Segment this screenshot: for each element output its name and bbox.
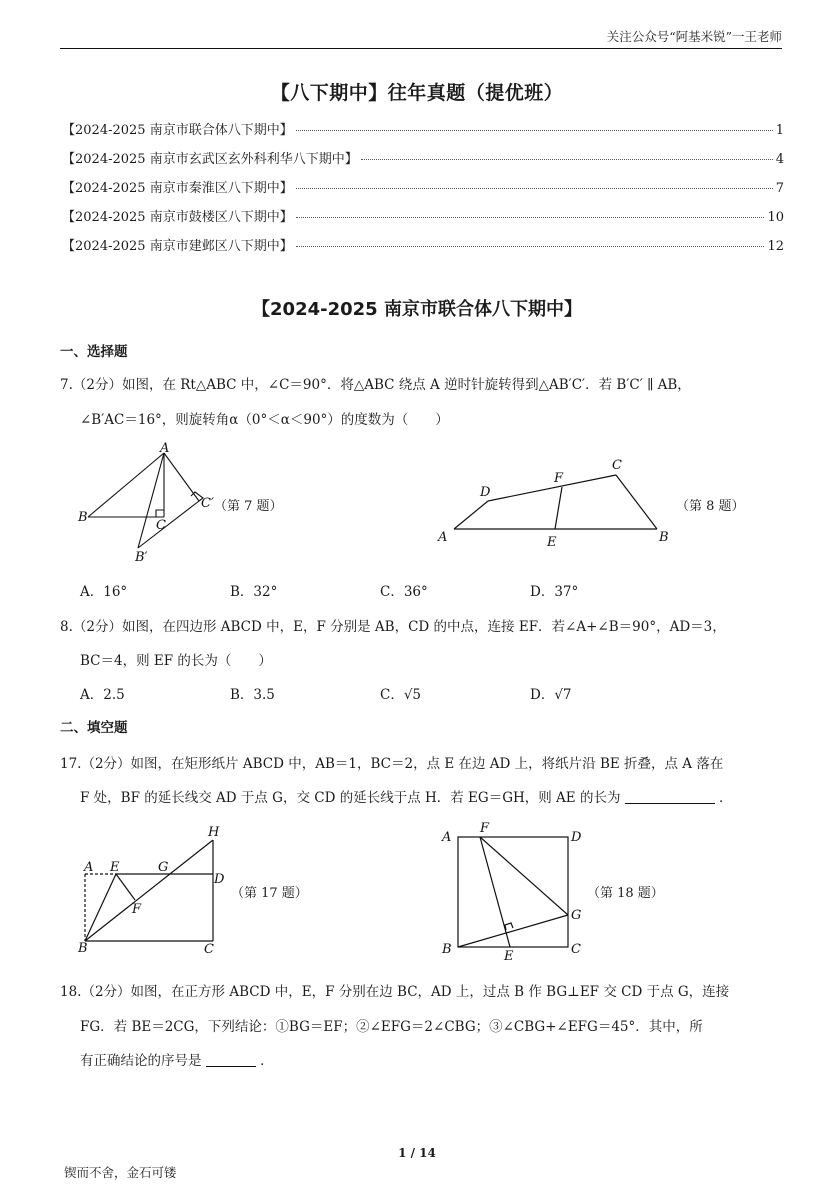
toc-leader-dots xyxy=(361,159,773,160)
q7-options xyxy=(80,580,680,600)
q7-figure xyxy=(76,440,226,565)
q18-label-b: B xyxy=(442,942,452,957)
q18-label-g: G xyxy=(571,908,582,923)
q8-label-e: E xyxy=(547,535,557,550)
q7-label-b-prime: B′ xyxy=(135,550,148,565)
q17-label-a: A xyxy=(84,860,94,875)
q18-text-line1: 18.（2分）如图，在正方形 ABCD 中，E，F 分别在边 BC，AD 上，过点 B 作 BG⊥EF 交 CD 于点 G，连接 xyxy=(60,984,730,1000)
q18-answer-blank[interactable] xyxy=(206,1052,256,1067)
q17-label-e: E xyxy=(110,860,120,875)
q7-option-d[interactable]: D．37° xyxy=(530,584,579,600)
part-heading-multiple-choice: 一、选择题 xyxy=(60,344,128,360)
q18-label-d: D xyxy=(571,830,582,845)
q8-options xyxy=(80,683,680,703)
toc-entry-page: 1 xyxy=(775,123,784,138)
toc-leader-dots xyxy=(296,188,773,189)
footer-motto: 锲而不舍，金石可镂 xyxy=(64,1165,177,1180)
toc-entry[interactable] xyxy=(62,206,784,235)
q17-label-g: G xyxy=(158,860,169,875)
q17-label-b: B xyxy=(78,941,88,956)
q17-figure xyxy=(76,822,226,957)
toc-entry-page: 12 xyxy=(767,239,784,254)
page-indicator: 1 / 14 xyxy=(398,1146,436,1160)
q7-option-a[interactable]: A．16° xyxy=(80,584,128,600)
header-divider xyxy=(60,48,782,49)
q17-text-line2 xyxy=(80,786,733,806)
q17-label-h: H xyxy=(208,825,220,840)
q17-label-d: D xyxy=(214,872,225,887)
q18-label-c: C xyxy=(571,942,581,957)
q7-label-c-prime: C′ xyxy=(201,496,214,511)
q17-figure-caption: （第 17 题） xyxy=(231,886,308,901)
toc-entry-label: 【2024-2025 南京市玄武区玄外科利华八下期中】 xyxy=(62,152,358,167)
q18-text: 有正确结论的序号是 xyxy=(80,1053,202,1069)
q7-label-c: C xyxy=(156,518,166,533)
toc-entry-label: 【2024-2025 南京市秦淮区八下期中】 xyxy=(62,181,293,196)
q7-figure-caption: （第 7 题） xyxy=(214,499,283,514)
q7-text-line1: 7.（2分）如图，在 Rt△ABC 中，∠C＝90°．将△ABC 绕点 A 逆时针旋转得到△AB′C′．若 B′C′ ∥ AB， xyxy=(60,377,691,393)
q8-label-f: F xyxy=(554,471,564,486)
table-of-contents xyxy=(62,119,784,264)
toc-entry-label: 【2024-2025 南京市联合体八下期中】 xyxy=(62,123,293,138)
q8-label-d: D xyxy=(480,485,491,500)
q17-text-end: ． xyxy=(719,790,733,806)
q18-figure xyxy=(438,818,598,963)
q17-answer-blank[interactable] xyxy=(625,789,715,804)
toc-leader-dots xyxy=(296,130,773,131)
q7-text-line2: ∠B′AC＝16°，则旋转角α（0°＜α＜90°）的度数为（ ） xyxy=(80,412,449,428)
header-text: 关注公众号“阿基米锐”一王老师 xyxy=(606,29,782,44)
q17-label-f: F xyxy=(132,902,142,917)
part-heading-fill-in-blank: 二、填空题 xyxy=(60,720,128,736)
q18-text-line2: FG．若 BE＝2CG，下列结论：①BG＝EF；②∠EFG＝2∠CBG；③∠CBG+∠EFG＝45°．其中，所 xyxy=(80,1019,703,1035)
q17-text: F 处，BF 的延长线交 AD 于点 G，交 CD 的延长线于点 H．若 EG＝GH，则 AE 的长为 xyxy=(80,790,621,806)
q18-figure-caption: （第 18 题） xyxy=(587,886,664,901)
q8-label-b: B xyxy=(659,530,669,545)
q18-label-e: E xyxy=(504,949,514,963)
q8-option-c[interactable]: C．√5 xyxy=(380,687,422,703)
q7-label-b: B xyxy=(78,510,88,525)
q8-figure-caption: （第 8 题） xyxy=(676,499,745,514)
q8-label-a: A xyxy=(438,530,448,545)
q8-option-b[interactable]: B．3.5 xyxy=(230,687,275,703)
toc-entry-page: 4 xyxy=(775,152,784,167)
q8-option-d[interactable]: D．√7 xyxy=(530,687,572,703)
q7-option-b[interactable]: B．32° xyxy=(230,584,278,600)
q17-label-c: C xyxy=(204,942,214,957)
toc-leader-dots xyxy=(296,217,765,218)
document-title: 【八下期中】往年真题（提优班） xyxy=(270,82,564,104)
q18-label-f: F xyxy=(480,821,490,836)
q18-text-line3 xyxy=(80,1049,274,1069)
toc-entry[interactable] xyxy=(62,235,784,264)
q7-label-a: A xyxy=(160,441,170,456)
q17-text-line1: 17.（2分）如图，在矩形纸片 ABCD 中，AB＝1，BC＝2，点 E 在边 AD 上，将纸片沿 BE 折叠，点 A 落在 xyxy=(60,756,724,772)
q8-text-line2: BC＝4，则 EF 的长为（ ） xyxy=(80,653,272,669)
toc-entry[interactable] xyxy=(62,177,784,206)
toc-entry[interactable] xyxy=(62,148,784,177)
toc-entry-page: 7 xyxy=(775,181,784,196)
q8-option-a[interactable]: A．2.5 xyxy=(80,687,125,703)
q8-label-c: C xyxy=(612,458,622,473)
q7-option-c[interactable]: C．36° xyxy=(380,584,428,600)
q18-label-a: A xyxy=(442,830,452,845)
toc-leader-dots xyxy=(296,246,765,247)
toc-entry-label: 【2024-2025 南京市鼓楼区八下期中】 xyxy=(62,210,293,225)
q8-text-line1: 8.（2分）如图，在四边形 ABCD 中，E，F 分别是 AB，CD 的中点，连接 EF．若∠A+∠B＝90°，AD＝3， xyxy=(60,619,726,635)
q8-figure xyxy=(432,452,682,552)
toc-entry-label: 【2024-2025 南京市建邺区八下期中】 xyxy=(62,239,293,254)
section-title: 【2024-2025 南京市联合体八下期中】 xyxy=(252,299,582,320)
q18-text-end: ． xyxy=(260,1053,274,1069)
toc-entry-page: 10 xyxy=(767,210,784,225)
toc-entry[interactable] xyxy=(62,119,784,148)
